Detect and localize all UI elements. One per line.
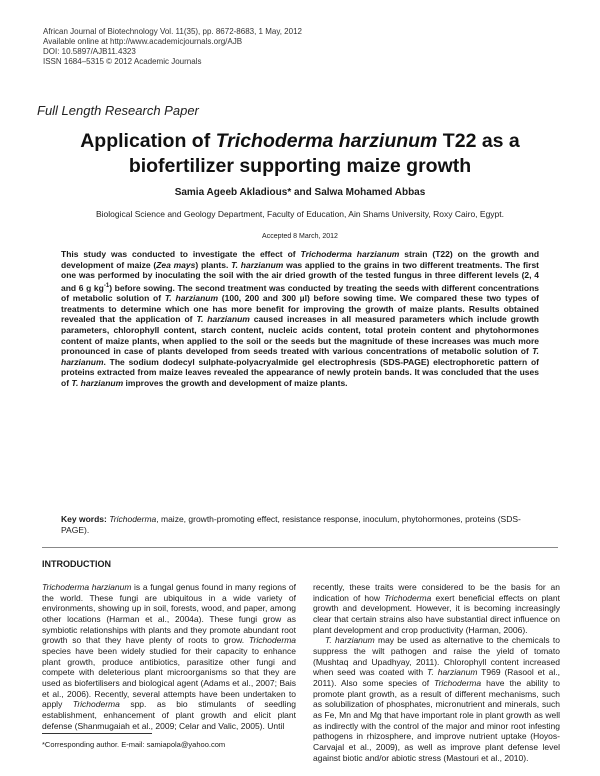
- paper-category: Full Length Research Paper: [37, 103, 199, 118]
- title-species: Trichoderma harziunum: [215, 130, 438, 152]
- title-text: Application of: [80, 130, 216, 152]
- paper-title: [40, 129, 560, 179]
- author-affiliation: Biological Science and Geology Department, Faculty of Education, Ain Shams University, Roxy Cairo, Egypt.: [95, 209, 505, 219]
- keywords: Key words: Trichoderma, maize, growth-promoting effect, resistance response, inoculum, phytohormones, proteins (SDS-PAGE).: [61, 514, 521, 535]
- title-text-end: T22 as a biofertilizer supporting maize growth: [128, 130, 520, 177]
- journal-url: Available online at http://www.academicjournals.org/AJB: [43, 37, 243, 46]
- section-heading-introduction: INTRODUCTION: [42, 559, 111, 569]
- footnote-rule: [42, 733, 152, 734]
- paper-authors: Samia Ageeb Akladious* and Salwa Mohamed Abbas: [174, 187, 426, 198]
- intro-right-column: [313, 582, 560, 763]
- section-divider: [42, 547, 558, 548]
- keywords-label: Key words:: [61, 514, 107, 524]
- journal-doi: DOI: 10.5897/AJB11.4323: [43, 47, 136, 56]
- journal-citation: African Journal of Biotechnology Vol. 11(35), pp. 8672-8683, 1 May, 2012: [43, 27, 302, 36]
- accepted-date: Accepted 8 March, 2012: [262, 233, 338, 240]
- journal-header: [43, 27, 302, 67]
- corresponding-author-footnote: *Corresponding author. E-mail: samiapola@yahoo.com: [42, 740, 226, 749]
- intro-right-paragraph-2: T. harzianum may be used as alternative to the chemicals to suppress the wilt pathogen and raise the yield of tomato (Mushtaq and Upadhyay, 2011). Chlorophyll content increased when seed was coated with T. harzianum T969 (Rasool et al., 2011). Also some species of Trichoderma have the ability to promote plant growth, as a result of different mechanisms, such as solubilization of phosphates, micronutrient and minerals, such as Fe, Mn and Mg that have important role in plant growth as well as indirectly with the control of the major and minor root infesting pathogens in rhizosphere, and improve nutrient uptake (Hoyos-Carvajal et al., 2009), as well as improve plant defense level against biotic and/or abiotic stress (Mastouri et al., 2010).: [313, 635, 561, 763]
- journal-issn: ISSN 1684–5315 © 2012 Academic Journals: [43, 57, 202, 66]
- abstract: This study was conducted to investigate the effect of Trichoderma harzianum strain (T22) on the growth and development of maize (Zea mays) plants. T. harzianum was applied to the grains in two different treatments. The first one was performed by inoculating the soil with the air dried growth of the tested fungus in three different levels (2, 4 and 6 g $kg^{-1}$) before sowing. The second treatment was conducted by treating the seeds with different concentrations of metabolic solution of T. harzianum (100, 200 and 300 µl) before sowing time. We compared these two types of treatments to determine which one has more benefit for improving the growth of maize plants. Results obtained revealed that the application of T. harzianum caused increases in all measured parameters which include growth parameters, chlorophyll content, starch content, nucleic acids content, total protein content and phytohormones content of maize plants, when applied to the soil or the seeds but the magnitude of these increases was much more pronounced in case of plants developed from seeds treated with various concentrations of metabolic solution of T. harzianum. The sodium dodecyl sulphate-polyacryalmide gel electrophresis (SDS-PAGE) electrophoretic pattern of proteins extracted from maize leaves revealed the appearance of newly protein bands. It was concluded that the uses of T. harzianum improves the growth and development of maize plants.: [61, 249, 540, 388]
- intro-right-paragraph-1: recently, these traits were considered to be the basis for an indication of how Trichoderma exert beneficial effects on plant growth and development. However, it is becoming increasingly clear that certain strains also have substantial direct influence on plant development and crop productivity (Harman, 2006).: [313, 582, 560, 635]
- intro-left-column: Trichoderma harzianum is a fungal genus found in many regions of the world. These fungi are ubiquitous in a wide variety of environments, showing up in soil, forests, wood, and paper, among other locations (Harman et al., 2004a). These fungi grow as symbiotic relationships with plants and they promote abundant root growth so that they have plenty of roots to grow. Trichoderma species have been widely studied for their capacity to enhance plant growth, produce antibiotics, parasitize other fungi and compete with deleterious plant microorganisms so that they are used as biofertilisers and biological agent (Adams et al., 2007; Bais et al., 2006). Recently, several attempts have been undertaken to apply Trichoderma spp. as bio stimulants of seedling establishment, enhancement of plant growth and elicit plant defense (Shanmugaiah et al., 2009; Celar and Valic, 2005). Until: [42, 582, 296, 731]
